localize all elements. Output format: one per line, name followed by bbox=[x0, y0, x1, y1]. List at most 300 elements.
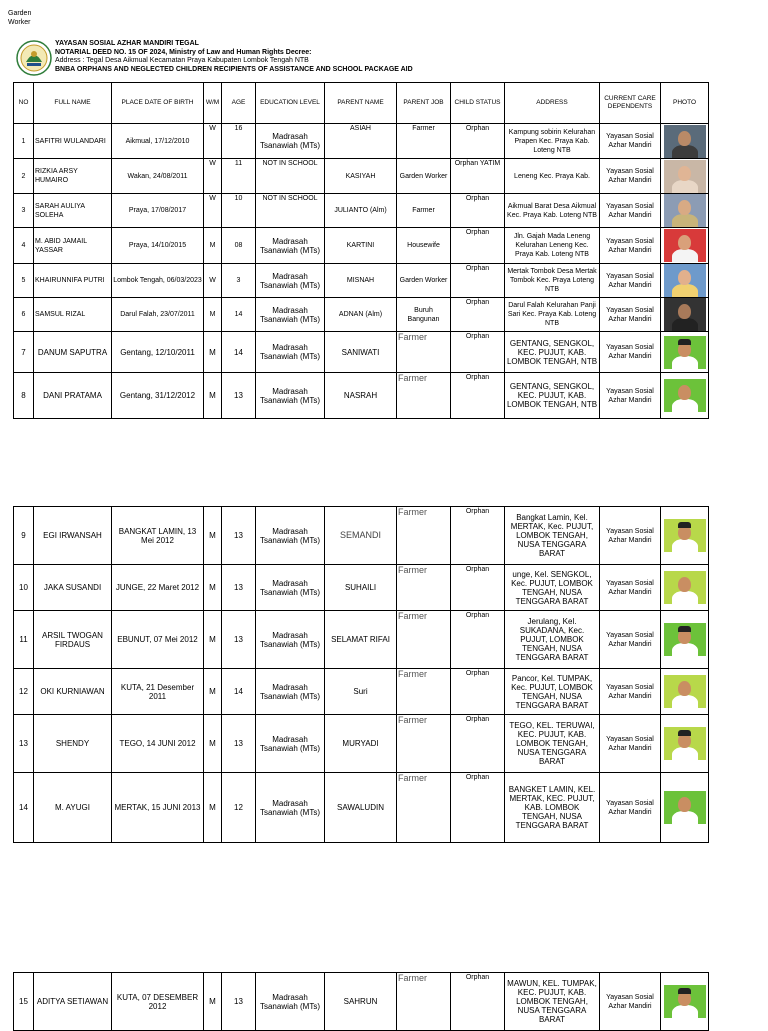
cell-edu: Madrasah Tsanawiah (MTs) bbox=[259, 343, 320, 361]
cell-age-container bbox=[222, 973, 256, 1031]
cell-birth: MERTAK, 15 JUNI 2013 bbox=[114, 803, 201, 812]
cell-job: Farmer bbox=[398, 565, 427, 575]
cell-address-container bbox=[505, 565, 600, 611]
cell-edu-container bbox=[256, 298, 325, 332]
cell-address-container bbox=[505, 298, 600, 332]
cell-parent: Suri bbox=[353, 687, 368, 696]
cell-job: Garden Worker bbox=[399, 172, 448, 180]
cell-parent-container bbox=[325, 159, 397, 194]
cell-edu: Madrasah Tsanawiah (MTs) bbox=[259, 682, 320, 701]
cell-status: Orphan bbox=[465, 612, 490, 619]
cell-job-container bbox=[397, 973, 451, 1031]
cell-edu: Madrasah Tsanawiah (MTs) bbox=[259, 734, 320, 753]
cell-care: Yayasan Sosial Azhar Mandiri bbox=[606, 387, 654, 404]
cell-name-container bbox=[34, 669, 112, 715]
cell-job: Farmer bbox=[412, 125, 435, 132]
cell-name-container bbox=[34, 611, 112, 669]
cell-status: Orphan bbox=[465, 374, 490, 381]
cell-care: Yayasan Sosial Azhar Mandiri bbox=[606, 683, 654, 700]
cell-age-container bbox=[222, 228, 256, 264]
child-photo bbox=[661, 332, 709, 373]
cell-status-container bbox=[451, 264, 505, 298]
cell-address: Mertak Tombok Desa Mertak Tombok Kec. Praya Loteng NTB bbox=[507, 268, 597, 293]
cell-no-container bbox=[14, 264, 34, 298]
cell-birth-container bbox=[112, 373, 204, 419]
child-photo bbox=[661, 669, 709, 715]
cell-parent: SANIWATI bbox=[341, 347, 380, 357]
cell-care-container bbox=[600, 124, 661, 159]
cell-no-container bbox=[14, 669, 34, 715]
corner-note: Garden Worker bbox=[8, 10, 32, 26]
cell-job-container bbox=[397, 332, 451, 373]
table-row bbox=[14, 159, 709, 194]
cell-job-container bbox=[397, 507, 451, 565]
cell-parent: NASRAH bbox=[343, 391, 378, 400]
cell-edu-container bbox=[256, 611, 325, 669]
cell-job-container bbox=[397, 159, 451, 194]
cell-age: 14 bbox=[234, 311, 243, 318]
cell-job: Farmer bbox=[398, 973, 427, 983]
cell-edu: Madrasah Tsanawiah (MTs) bbox=[259, 305, 320, 324]
cell-no-container bbox=[14, 194, 34, 228]
cell-edu: Madrasah Tsanawiah (MTs) bbox=[259, 386, 320, 405]
column-header-wm: W/M bbox=[204, 83, 222, 124]
cell-wm: M bbox=[209, 347, 216, 357]
cell-name-container bbox=[34, 194, 112, 228]
cell-name-container bbox=[34, 715, 112, 773]
cell-address-container bbox=[505, 611, 600, 669]
column-header-address: ADDRESS bbox=[505, 83, 600, 124]
cell-parent: MISNAH bbox=[346, 277, 375, 284]
cell-care: Yayasan Sosial Azhar Mandiri bbox=[606, 631, 654, 648]
cell-address-container bbox=[505, 124, 600, 159]
cell-no: 9 bbox=[21, 531, 26, 540]
cell-address: Aikmual Barat Desa Aikmual Kec. Praya Kab. Loteng NTB bbox=[507, 202, 597, 219]
cell-name-container bbox=[34, 228, 112, 264]
child-photo-image bbox=[664, 336, 706, 369]
cell-no-container bbox=[14, 611, 34, 669]
cell-parent-container bbox=[325, 973, 397, 1031]
cell-name-container bbox=[34, 332, 112, 373]
cell-parent-container bbox=[325, 669, 397, 715]
cell-wm-container bbox=[204, 565, 222, 611]
cell-wm-container bbox=[204, 332, 222, 373]
cell-no-container bbox=[14, 715, 34, 773]
cell-address: Jln. Gajah Mada Leneng Kelurahan Leneng Kec. Praya Kab. Loteng NTB bbox=[513, 233, 591, 258]
cell-no: 2 bbox=[21, 172, 26, 180]
cell-edu-container bbox=[256, 159, 325, 194]
cell-status: Orphan bbox=[465, 265, 490, 272]
cell-birth: EBUNUT, 07 Mei 2012 bbox=[117, 635, 198, 644]
child-photo bbox=[661, 565, 709, 611]
cell-status: Orphan bbox=[465, 195, 490, 202]
child-photo bbox=[661, 773, 709, 843]
cell-name-container bbox=[34, 298, 112, 332]
cell-parent: ADNAN (Alm) bbox=[338, 311, 383, 318]
column-header-care-dependents: CURRENT CARE DEPENDENTS bbox=[600, 83, 661, 124]
table-row bbox=[14, 565, 709, 611]
cell-name-container bbox=[34, 264, 112, 298]
cell-care-container bbox=[600, 298, 661, 332]
cell-job: Farmer bbox=[398, 507, 427, 517]
cell-care: Yayasan Sosial Azhar Mandiri bbox=[606, 272, 654, 289]
child-photo bbox=[661, 715, 709, 773]
cell-address-container bbox=[505, 194, 600, 228]
cell-age-container bbox=[222, 194, 256, 228]
cell-name: SHENDY bbox=[55, 739, 90, 748]
cell-birth: JUNGE, 22 Maret 2012 bbox=[115, 583, 200, 592]
cell-edu-container bbox=[256, 565, 325, 611]
cell-status-container bbox=[451, 194, 505, 228]
column-header-education: EDUCATION LEVEL bbox=[256, 83, 325, 124]
cell-edu: Madrasah Tsanawiah (MTs) bbox=[259, 271, 320, 290]
cell-job-container bbox=[397, 228, 451, 264]
cell-status-container bbox=[451, 973, 505, 1031]
cell-address: TEGO, KEL. TERUWAI, KEC. PUJUT, KAB. LOMBOK TENGAH, NUSA TENGGARA BARAT bbox=[509, 721, 595, 766]
cell-age-container bbox=[222, 611, 256, 669]
cell-birth-container bbox=[112, 611, 204, 669]
cell-name: M. ABID JAMAIL YASSAR bbox=[35, 237, 87, 254]
cell-address: Darul Falah Kelurahan Panji Sari Kec. Praya Kab. Loteng NTB bbox=[507, 302, 597, 327]
cell-status: Orphan bbox=[465, 566, 490, 573]
cell-status-container bbox=[451, 298, 505, 332]
cell-name: DANI PRATAMA bbox=[43, 391, 102, 400]
child-photo bbox=[661, 507, 709, 565]
cell-birth: Lombok Tengah, 06/03/2023 bbox=[113, 277, 202, 284]
table-row bbox=[14, 373, 709, 419]
child-photo-image bbox=[664, 623, 706, 656]
cell-job: Farmer bbox=[398, 773, 427, 783]
cell-age: 13 bbox=[234, 391, 243, 400]
child-photo bbox=[661, 159, 709, 194]
cell-wm: W bbox=[209, 195, 216, 202]
cell-birth: Gentang, 12/10/2011 bbox=[120, 347, 195, 357]
cell-no-container bbox=[14, 507, 34, 565]
cell-wm: W bbox=[209, 277, 216, 284]
cell-birth-container bbox=[112, 669, 204, 715]
cell-name: SAMSUL RIZAL bbox=[35, 311, 86, 318]
cell-job-container bbox=[397, 715, 451, 773]
cell-parent-container bbox=[325, 565, 397, 611]
cell-age: 08 bbox=[234, 242, 243, 249]
child-photo bbox=[661, 228, 709, 264]
cell-status-container bbox=[451, 773, 505, 843]
cell-address: unge, Kel. SENGKOL, Kec. PUJUT, LOMBOK TENGAH, NUSA TENGGARA BARAT bbox=[511, 569, 593, 606]
cell-status-container bbox=[451, 565, 505, 611]
child-photo-image bbox=[664, 160, 706, 193]
child-photo-image bbox=[664, 298, 706, 331]
cell-wm-container bbox=[204, 373, 222, 419]
cell-parent: SELAMAT RIFAI bbox=[331, 635, 390, 644]
cell-birth-container bbox=[112, 298, 204, 332]
cell-address-container bbox=[505, 264, 600, 298]
cell-name-container bbox=[34, 973, 112, 1031]
cell-wm: M bbox=[209, 583, 216, 592]
cell-care: Yayasan Sosial Azhar Mandiri bbox=[606, 579, 654, 596]
recipients-table-page-3 bbox=[13, 972, 709, 1031]
cell-job: Farmer bbox=[412, 207, 435, 214]
cell-status: Orphan bbox=[465, 774, 490, 781]
cell-wm-container bbox=[204, 264, 222, 298]
cell-wm-container bbox=[204, 611, 222, 669]
cell-address-container bbox=[505, 228, 600, 264]
cell-birth-container bbox=[112, 159, 204, 194]
cell-job: Housewife bbox=[407, 242, 440, 249]
cell-birth: Praya, 17/08/2017 bbox=[128, 207, 187, 214]
cell-job-container bbox=[397, 773, 451, 843]
cell-age-container bbox=[222, 507, 256, 565]
address-line: Address : Tegal Desa Aikmual Kecamatan Praya Kabupaten Lombok Tengah NTB bbox=[55, 57, 309, 65]
child-photo-image bbox=[664, 379, 706, 412]
cell-birth-container bbox=[112, 715, 204, 773]
cell-care-container bbox=[600, 565, 661, 611]
cell-name: OKI KURNIAWAN bbox=[40, 687, 105, 696]
cell-no: 14 bbox=[19, 803, 28, 812]
cell-address: Pancor, Kel. TUMPAK, Kec. PUJUT, LOMBOK TENGAH, NUSA TENGGARA BARAT bbox=[511, 673, 593, 710]
column-header-parent-name: PARENT NAME bbox=[325, 83, 397, 124]
cell-care-container bbox=[600, 715, 661, 773]
table-row bbox=[14, 611, 709, 669]
cell-birth-container bbox=[112, 507, 204, 565]
cell-address-container bbox=[505, 159, 600, 194]
child-photo-image bbox=[664, 571, 706, 604]
notarial-deed: NOTARIAL DEED NO. 15 OF 2024, Ministry of Law and Human Rights Decree: bbox=[55, 48, 312, 56]
cell-address-container bbox=[505, 507, 600, 565]
cell-job: Buruh Bangunan bbox=[407, 306, 440, 323]
cell-wm: M bbox=[209, 803, 216, 812]
cell-wm-container bbox=[204, 228, 222, 264]
cell-job: Farmer bbox=[398, 332, 427, 342]
table-row bbox=[14, 264, 709, 298]
cell-wm: M bbox=[209, 997, 216, 1006]
cell-wm: M bbox=[209, 391, 216, 400]
cell-edu: Madrasah Tsanawiah (MTs) bbox=[259, 630, 320, 649]
cell-birth-container bbox=[112, 973, 204, 1031]
cell-no: 6 bbox=[21, 311, 26, 318]
cell-age-container bbox=[222, 373, 256, 419]
column-header-photo: PHOTO bbox=[661, 83, 709, 124]
cell-status: Orphan YATIM bbox=[454, 160, 501, 167]
cell-wm: W bbox=[209, 160, 216, 167]
cell-care-container bbox=[600, 194, 661, 228]
cell-status: Orphan bbox=[465, 125, 490, 132]
cell-edu-container bbox=[256, 507, 325, 565]
cell-address-container bbox=[505, 973, 600, 1031]
cell-wm-container bbox=[204, 669, 222, 715]
cell-job: Farmer bbox=[398, 715, 427, 725]
cell-care: Yayasan Sosial Azhar Mandiri bbox=[606, 306, 654, 323]
cell-name: JAKA SUSANDI bbox=[43, 583, 102, 592]
cell-care: Yayasan Sosial Azhar Mandiri bbox=[606, 237, 654, 254]
cell-care-container bbox=[600, 228, 661, 264]
cell-address: Bangkat Lamin, Kel. MERTAK, Kec. PUJUT, LOMBOK TENGAH, NUSA TENGGARA BARAT bbox=[510, 513, 594, 558]
cell-parent: ASIAH bbox=[349, 125, 371, 132]
cell-parent-container bbox=[325, 298, 397, 332]
cell-care: Yayasan Sosial Azhar Mandiri bbox=[606, 168, 654, 184]
cell-address: Kampung sobirin Kelurahan Prapen Kec. Praya Kab. Loteng NTB bbox=[508, 128, 596, 154]
cell-job: Farmer bbox=[398, 611, 427, 621]
cell-job-container bbox=[397, 264, 451, 298]
cell-wm-container bbox=[204, 159, 222, 194]
cell-edu-container bbox=[256, 194, 325, 228]
cell-status-container bbox=[451, 124, 505, 159]
cell-no: 15 bbox=[19, 997, 28, 1006]
cell-no-container bbox=[14, 773, 34, 843]
cell-care: Yayasan Sosial Azhar Mandiri bbox=[606, 133, 654, 149]
cell-age: 14 bbox=[234, 687, 243, 696]
cell-status: Orphan bbox=[465, 670, 490, 677]
cell-edu: Madrasah Tsanawiah (MTs) bbox=[259, 798, 320, 817]
cell-edu-container bbox=[256, 264, 325, 298]
child-photo-image bbox=[664, 791, 706, 824]
cell-name-container bbox=[34, 773, 112, 843]
cell-parent: JULIANTO (Alm) bbox=[334, 207, 387, 214]
cell-wm: M bbox=[209, 531, 216, 540]
cell-job-container bbox=[397, 298, 451, 332]
cell-no-container bbox=[14, 298, 34, 332]
cell-no: 7 bbox=[21, 347, 26, 357]
cell-name-container bbox=[34, 507, 112, 565]
cell-wm-container bbox=[204, 124, 222, 159]
cell-status-container bbox=[451, 159, 505, 194]
cell-name: DANUM SAPUTRA bbox=[37, 347, 108, 357]
cell-wm-container bbox=[204, 507, 222, 565]
cell-care-container bbox=[600, 264, 661, 298]
cell-status-container bbox=[451, 669, 505, 715]
cell-status-container bbox=[451, 715, 505, 773]
cell-address-container bbox=[505, 669, 600, 715]
column-header-no: NO bbox=[14, 83, 34, 124]
cell-care: Yayasan Sosial Azhar Mandiri bbox=[606, 344, 654, 360]
cell-wm: M bbox=[209, 242, 216, 249]
cell-parent: KARTINI bbox=[346, 242, 375, 249]
cell-age-container bbox=[222, 332, 256, 373]
cell-no: 1 bbox=[21, 137, 26, 145]
cell-edu: Madrasah Tsanawiah (MTs) bbox=[259, 132, 320, 150]
cell-care: Yayasan Sosial Azhar Mandiri bbox=[606, 202, 654, 219]
cell-address-container bbox=[505, 373, 600, 419]
cell-parent-container bbox=[325, 264, 397, 298]
cell-no-container bbox=[14, 565, 34, 611]
cell-care-container bbox=[600, 373, 661, 419]
cell-name: ADITYA SETIAWAN bbox=[36, 997, 109, 1006]
cell-address-container bbox=[505, 715, 600, 773]
cell-edu: NOT IN SCHOOL bbox=[262, 195, 318, 202]
cell-edu-container bbox=[256, 332, 325, 373]
cell-name: M. AYUGI bbox=[55, 803, 90, 812]
cell-age: 11 bbox=[234, 160, 243, 167]
table-row bbox=[14, 194, 709, 228]
cell-wm: W bbox=[209, 125, 216, 132]
cell-age-container bbox=[222, 264, 256, 298]
cell-age: 16 bbox=[234, 125, 243, 132]
cell-wm-container bbox=[204, 715, 222, 773]
cell-status-container bbox=[451, 332, 505, 373]
cell-edu-container bbox=[256, 373, 325, 419]
child-photo bbox=[661, 194, 709, 228]
cell-job-container bbox=[397, 565, 451, 611]
cell-no-container bbox=[14, 159, 34, 194]
cell-address: BANGKET LAMIN, KEL. MERTAK, KEC. PUJUT, KAB. LOMBOK TENGAH, NUSA TENGGARA BARAT bbox=[508, 785, 596, 830]
cell-status-container bbox=[451, 611, 505, 669]
cell-care-container bbox=[600, 507, 661, 565]
cell-name-container bbox=[34, 565, 112, 611]
cell-birth: Wakan, 24/08/2011 bbox=[127, 172, 188, 180]
cell-name: KHAIRUNNIFA PUTRI bbox=[35, 277, 105, 284]
cell-age: 12 bbox=[234, 803, 243, 812]
document-title: BNBA ORPHANS AND NEGLECTED CHILDREN RECIPIENTS OF ASSISTANCE AND SCHOOL PACKAGE AID bbox=[55, 65, 413, 73]
cell-birth: KUTA, 21 Desember 2011 bbox=[120, 682, 195, 701]
cell-age-container bbox=[222, 298, 256, 332]
child-photo bbox=[661, 611, 709, 669]
cell-wm-container bbox=[204, 973, 222, 1031]
cell-wm: M bbox=[209, 635, 216, 644]
cell-birth: Gentang, 31/12/2012 bbox=[119, 391, 196, 400]
cell-status: Orphan bbox=[465, 229, 490, 236]
table-row bbox=[14, 228, 709, 264]
cell-wm-container bbox=[204, 194, 222, 228]
cell-parent-container bbox=[325, 373, 397, 419]
cell-parent: MURYADI bbox=[342, 739, 379, 748]
cell-no: 8 bbox=[21, 391, 26, 400]
cell-no: 4 bbox=[21, 242, 26, 249]
cell-birth-container bbox=[112, 124, 204, 159]
cell-status: Orphan bbox=[465, 333, 490, 340]
cell-no: 10 bbox=[19, 583, 28, 592]
cell-job-container bbox=[397, 669, 451, 715]
cell-status: Orphan bbox=[465, 299, 490, 306]
cell-parent-container bbox=[325, 507, 397, 565]
cell-job: Farmer bbox=[398, 669, 427, 679]
cell-wm: M bbox=[209, 687, 216, 696]
child-photo-image bbox=[664, 675, 706, 708]
cell-address-container bbox=[505, 332, 600, 373]
foundation-logo bbox=[16, 40, 52, 76]
cell-address: Jerulang, Kel. SUKADANA, Kec. PUJUT, LOMBOK TENGAH, NUSA TENGGARA BARAT bbox=[515, 617, 589, 662]
column-header-birth: PLACE DATE OF BIRTH bbox=[112, 83, 204, 124]
cell-no: 12 bbox=[19, 687, 28, 696]
cell-age: 13 bbox=[234, 997, 243, 1006]
child-photo bbox=[661, 264, 709, 298]
cell-edu-container bbox=[256, 669, 325, 715]
cell-age-container bbox=[222, 715, 256, 773]
cell-parent-container bbox=[325, 611, 397, 669]
cell-parent-container bbox=[325, 228, 397, 264]
cell-no-container bbox=[14, 373, 34, 419]
recipients-table-page-1 bbox=[13, 82, 709, 419]
cell-wm-container bbox=[204, 773, 222, 843]
cell-parent-container bbox=[325, 124, 397, 159]
cell-no-container bbox=[14, 973, 34, 1031]
cell-address-container bbox=[505, 773, 600, 843]
cell-care-container bbox=[600, 669, 661, 715]
column-header-full-name: FULL NAME bbox=[34, 83, 112, 124]
cell-parent: SAWALUDIN bbox=[337, 803, 384, 812]
cell-no-container bbox=[14, 124, 34, 159]
cell-birth-container bbox=[112, 332, 204, 373]
cell-edu: Madrasah Tsanawiah (MTs) bbox=[259, 578, 320, 597]
cell-age-container bbox=[222, 773, 256, 843]
cell-name-container bbox=[34, 124, 112, 159]
table-row bbox=[14, 973, 709, 1031]
table-row bbox=[14, 332, 709, 373]
cell-edu: NOT IN SCHOOL bbox=[262, 160, 318, 167]
cell-age: 13 bbox=[234, 583, 243, 592]
cell-address: GENTANG, SENGKOL, KEC. PUJUT, KAB. LOMBOK TENGAH, NTB bbox=[506, 382, 598, 409]
cell-name: ARSIL TWOGAN FIRDAUS bbox=[42, 630, 103, 649]
cell-job-container bbox=[397, 611, 451, 669]
table-row bbox=[14, 715, 709, 773]
